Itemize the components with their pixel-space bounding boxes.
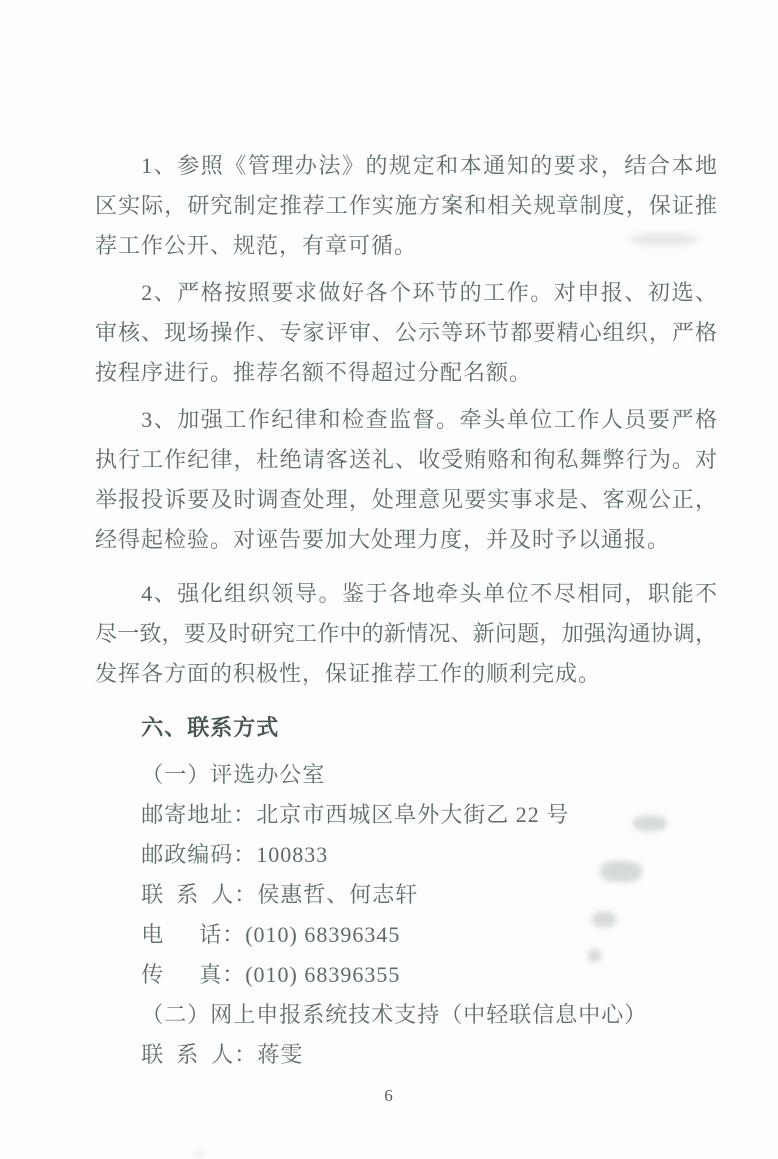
tech-contact-person-line: 联 系 人：蒋雯 <box>141 1042 304 1067</box>
document-body <box>95 146 717 1075</box>
point-4-line-3: 发挥各方面的积极性，保证推荐工作的顺利完成。 <box>95 661 602 686</box>
mailing-address-line: 邮寄地址：北京市西城区阜外大街乙 22 号 <box>141 802 570 827</box>
contact-office-heading: （一）评选办公室 <box>141 762 326 787</box>
point-4-line-2: 尽一致，要及时研究工作中的新情况、新问题，加强沟通协调， <box>95 621 717 646</box>
point-2-line-3: 按程序进行。推荐名额不得超过分配名额。 <box>95 360 533 385</box>
point-3-line-3: 举报投诉要及时调查处理，处理意见要实事求是、客观公正， <box>95 487 717 512</box>
point-2-line-2: 审核、现场操作、专家评审、公示等环节都要精心组织，严格 <box>95 320 717 345</box>
point-1-line-2: 区实际，研究制定推荐工作实施方案和相关规章制度，保证推 <box>95 193 717 218</box>
page-number: 6 <box>384 1086 394 1105</box>
telephone-line: 电 话：(010) 68396345 <box>141 922 401 947</box>
point-3-line-2: 执行工作纪律，杜绝请客送礼、收受贿赂和徇私舞弊行为。对 <box>95 447 717 472</box>
scan-artifact <box>194 1151 204 1156</box>
point-2-line-1: 2、严格按照要求做好各个环节的工作。对申报、初选、 <box>141 280 717 305</box>
point-3-line-4: 经得起检验。对诬告要加大处理力度，并及时予以通报。 <box>95 527 671 552</box>
point-1-line-1: 1、参照《管理办法》的规定和本通知的要求，结合本地 <box>141 153 717 178</box>
contact-person-line: 联 系 人：侯惠哲、何志轩 <box>141 882 419 907</box>
section-heading-contact-info: 六、联系方式 <box>141 715 280 740</box>
fax-line: 传 真：(010) 68396355 <box>141 962 401 987</box>
point-1-line-3: 荐工作公开、规范，有章可循。 <box>95 233 418 258</box>
point-4-line-1: 4、强化组织领导。鉴于各地牵头单位不尽相同，职能不 <box>141 581 717 606</box>
point-3-line-1: 3、加强工作纪律和检查监督。牵头单位工作人员要严格 <box>141 407 717 432</box>
postal-code-line: 邮政编码：100833 <box>141 842 329 867</box>
tech-support-heading: （二）网上申报系统技术支持（中轻联信息中心） <box>141 1002 648 1027</box>
